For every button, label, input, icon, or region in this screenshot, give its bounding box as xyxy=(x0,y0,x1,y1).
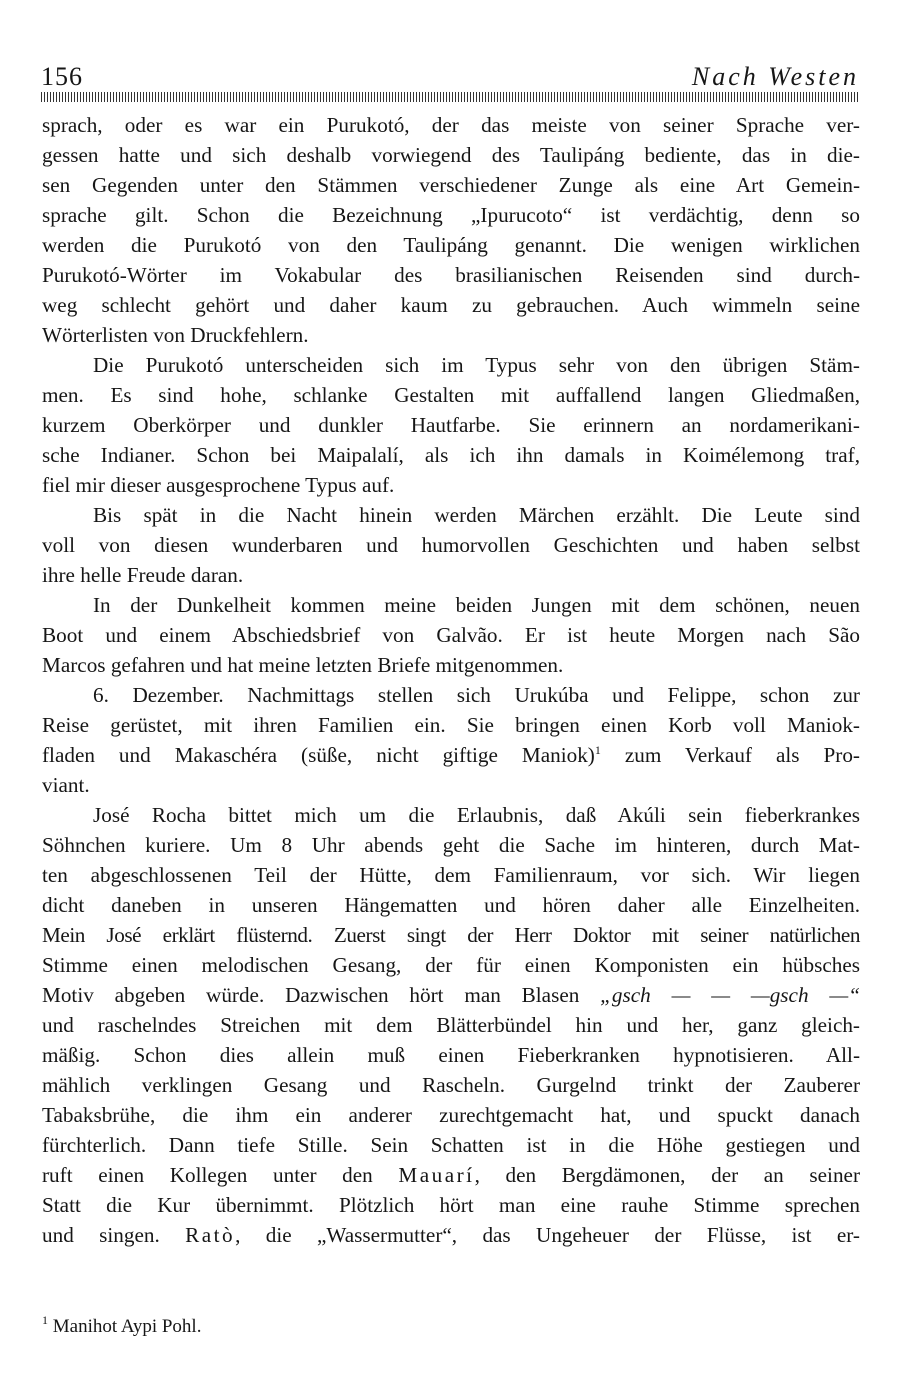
text-line: Tabaksbrühe, die ihm ein anderer zurechtgemacht hat, und spuckt danach xyxy=(42,1103,860,1127)
footnote-text: Manihot Aypi Pohl. xyxy=(52,1316,202,1337)
text-line: mäßig. Schon dies allein muß einen Fieberkranken hypnotisieren. All- xyxy=(42,1043,860,1067)
text-segment: Motiv abgeben würde. Dazwischen hört man Blasen xyxy=(42,983,601,1007)
text-segment: fladen und Makaschéra (süße, nicht giftige Maniok) xyxy=(42,743,595,767)
page-header xyxy=(41,60,859,92)
text-line: Söhnchen kuriere. Um 8 Uhr abends geht die Sache im hinteren, durch Mat- xyxy=(42,833,860,857)
text-line: und raschelndes Streichen mit dem Blätterbündel hin und her, ganz gleich- xyxy=(42,1013,860,1037)
text-line: men. Es sind hohe, schlanke Gestalten mit auffallend langen Gliedmaßen, xyxy=(42,383,860,407)
text-line: ten abgeschlossenen Teil der Hütte, dem Familienraum, vor sich. Wir liegen xyxy=(42,863,860,887)
text-line: Bis spät in die Nacht hinein werden Märchen erzählt. Die Leute sind xyxy=(93,503,860,527)
text-line: weg schlecht gehört und daher kaum zu gebrauchen. Auch wimmeln seine xyxy=(42,293,860,317)
text-segment: und singen. xyxy=(42,1223,186,1247)
footnote-marker: 1 xyxy=(42,1313,48,1327)
text-line xyxy=(42,740,860,770)
text-line: mählich verklingen Gesang und Rascheln. Gurgelnd trinkt der Zauberer xyxy=(42,1073,860,1097)
text-line: José Rocha bittet mich um die Erlaubnis, daß Akúli sein fieberkrankes xyxy=(93,803,860,827)
emphasized-term: Ratò xyxy=(185,1223,236,1247)
footnote xyxy=(42,1314,860,1340)
text-line: 6. Dezember. Nachmittags stellen sich Urukúba und Felippe, schon zur xyxy=(93,683,860,707)
page-number: 156 xyxy=(41,62,83,91)
onomatopoeia: „gsch — — —gsch —“ xyxy=(600,983,860,1007)
paragraph-5 xyxy=(42,680,860,800)
text-line: sche Indianer. Schon bei Maipalalí, als ich ihn damals in Koimélemong traf, xyxy=(42,443,860,467)
text-line: Reise gerüstet, mit ihren Familien ein. Sie bringen einen Korb voll Maniok- xyxy=(42,713,860,737)
text-line: sen Gegenden unter den Stämmen verschiedener Zunge als eine Art Gemein- xyxy=(42,173,860,197)
body-text xyxy=(42,110,860,1250)
paragraph-4 xyxy=(42,590,860,680)
text-line: gessen hatte und sich deshalb vorwiegend des Taulipáng bediente, das in die- xyxy=(42,143,860,167)
text-line: Purukotó-Wörter im Vokabular des brasilianischen Reisenden sind durch- xyxy=(42,263,860,287)
paragraph-1 xyxy=(42,110,860,350)
text-line: fiel mir dieser ausgesprochene Typus auf. xyxy=(42,473,395,497)
paragraph-6 xyxy=(42,800,860,1250)
text-line: kurzem Oberkörper und dunkler Hautfarbe. Sie erinnern an nordamerikani- xyxy=(42,413,860,437)
text-line: werden die Purukotó von den Taulipáng genannt. Die wenigen wirklichen xyxy=(42,233,860,257)
text-line: sprach, oder es war ein Purukotó, der das meiste von seiner Sprache ver- xyxy=(42,113,860,137)
text-line: Marcos gefahren und hat meine letzten Briefe mitgenommen. xyxy=(42,653,564,677)
paragraph-3 xyxy=(42,500,860,590)
text-line: viant. xyxy=(42,773,90,797)
text-segment: , den Bergdämonen, der an seiner xyxy=(474,1163,860,1187)
text-line: fürchterlich. Dann tiefe Stille. Sein Schatten ist in die Höhe gestiegen und xyxy=(42,1133,860,1157)
text-line: Stimme einen melodischen Gesang, der für einen Komponisten ein hübsches xyxy=(42,953,860,977)
text-line: Die Purukotó unterscheiden sich im Typus sehr von den übrigen Stäm- xyxy=(93,353,860,377)
text-segment: zum Verkauf als Pro- xyxy=(600,743,860,767)
text-line: Wörterlisten von Druckfehlern. xyxy=(42,323,309,347)
emphasized-term: Mauarí xyxy=(398,1163,475,1187)
text-line: sprache gilt. Schon die Bezeichnung „Ipurucoto“ ist verdächtig, denn so xyxy=(42,203,860,227)
header-rule xyxy=(41,92,859,102)
footnote-reference: 1 xyxy=(594,743,601,757)
paragraph-2 xyxy=(42,350,860,500)
text-line: voll von diesen wunderbaren und humorvollen Geschichten und haben selbst xyxy=(42,533,860,557)
text-line xyxy=(42,980,860,1010)
text-line: ihre helle Freude daran. xyxy=(42,563,244,587)
text-line: Statt die Kur übernimmt. Plötzlich hört man eine rauhe Stimme sprechen xyxy=(42,1193,860,1217)
text-line: Boot und einem Abschiedsbrief von Galvão. Er ist heute Morgen nach São xyxy=(42,623,860,647)
text-segment: , die „Wassermutter“, das Ungeheuer der Flüsse, ist er- xyxy=(235,1223,860,1247)
text-line: In der Dunkelheit kommen meine beiden Jungen mit dem schönen, neuen xyxy=(93,593,860,617)
text-line xyxy=(42,1160,860,1190)
text-segment: ruft einen Kollegen unter den xyxy=(42,1163,399,1187)
running-title: Nach Westen xyxy=(691,62,859,91)
text-line xyxy=(42,1220,860,1250)
text-line: dicht daneben in unseren Hängematten und hören daher alle Einzelheiten. xyxy=(42,893,860,917)
text-line: Mein José erklärt flüsternd. Zuerst singt der Herr Doktor mit seiner natürlichen xyxy=(42,923,860,947)
